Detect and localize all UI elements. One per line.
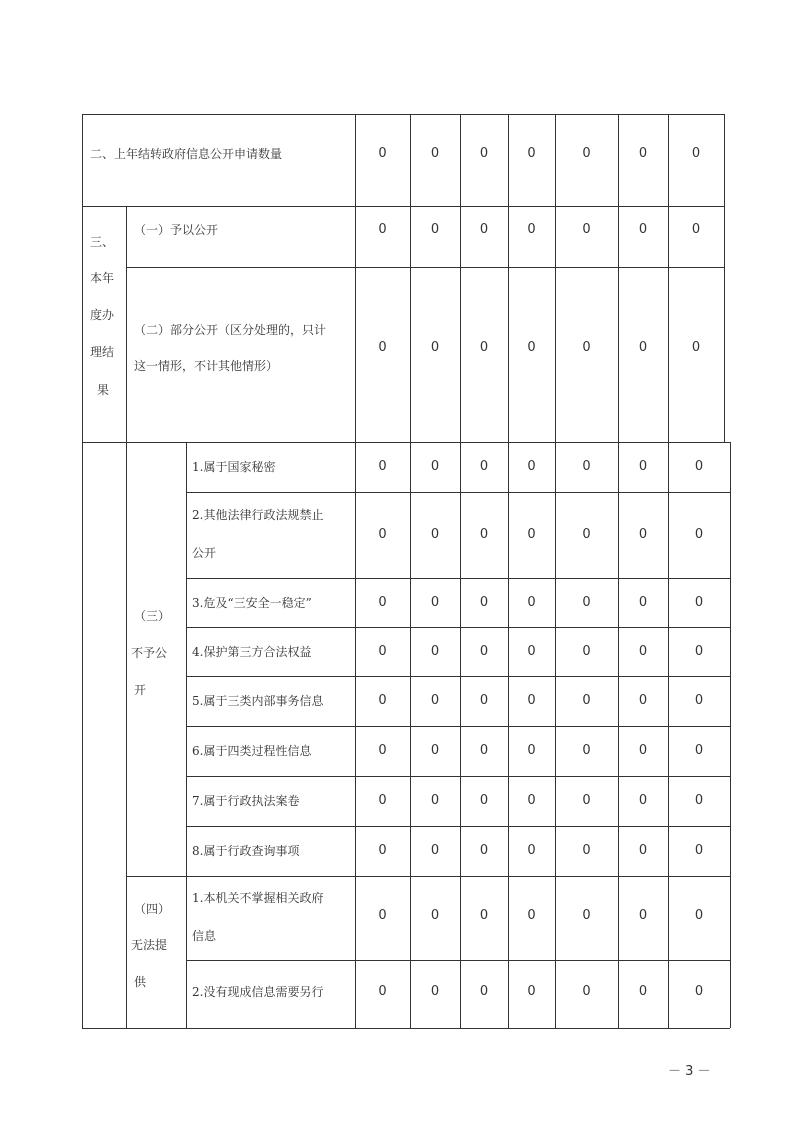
value-cell: 0 xyxy=(479,527,489,542)
value-cell: 0 xyxy=(479,594,489,610)
table-border xyxy=(126,267,724,268)
value-cell: 0 xyxy=(378,793,387,808)
value-cell: 0 xyxy=(527,146,536,161)
value-cell: 0 xyxy=(430,340,440,355)
value-cell: 0 xyxy=(694,527,704,542)
table-border xyxy=(410,442,411,1028)
table-border xyxy=(82,442,730,443)
item-label: 4.保护第三方合法权益 xyxy=(192,644,312,659)
value-cell: 0 xyxy=(638,594,648,610)
value-cell: 0 xyxy=(527,643,536,659)
value-cell: 0 xyxy=(694,984,704,999)
value-cell: 0 xyxy=(527,340,536,355)
value-cell: 0 xyxy=(430,793,440,808)
value-cell: 0 xyxy=(638,527,648,542)
section-label-line: 度办 xyxy=(90,308,115,322)
value-cell: 0 xyxy=(378,843,387,858)
value-cell: 0 xyxy=(694,843,704,858)
value-cell: 0 xyxy=(479,222,489,237)
value-cell: 0 xyxy=(479,340,489,355)
value-cell: 0 xyxy=(430,843,440,858)
value-cell: 0 xyxy=(430,743,440,758)
section-label-line: 果 xyxy=(97,383,110,397)
value-cell: 0 xyxy=(378,643,387,659)
value-cell: 0 xyxy=(479,793,489,808)
item-label: 3.危及“三安全一稳定” xyxy=(192,595,312,610)
value-cell: 0 xyxy=(430,594,440,610)
table-border xyxy=(186,776,730,777)
value-cell: 0 xyxy=(694,594,704,610)
value-cell: 0 xyxy=(378,908,387,923)
section-label-line: 本年 xyxy=(90,271,115,285)
value-cell: 0 xyxy=(378,693,387,708)
value-cell: 0 xyxy=(479,459,489,474)
table-border xyxy=(82,1028,730,1029)
table-border xyxy=(555,442,556,1028)
group-label-unable: 无法提 xyxy=(131,938,168,952)
value-cell: 0 xyxy=(638,693,648,708)
value-cell: 0 xyxy=(527,743,536,758)
group-label-not-open: 开 xyxy=(134,683,147,697)
table-border xyxy=(126,876,186,877)
value-cell: 0 xyxy=(694,643,704,659)
value-cell: 0 xyxy=(694,693,704,708)
item-label: 2.没有现成信息需要另行 xyxy=(192,985,324,999)
row-label-partial: （二）部分公开（区分处理的，只计 xyxy=(134,323,327,337)
table-border xyxy=(460,442,461,1028)
value-cell: 0 xyxy=(582,693,591,708)
value-cell: 0 xyxy=(582,527,591,542)
item-label: 公开 xyxy=(192,546,217,560)
table-border xyxy=(508,114,509,442)
value-cell: 0 xyxy=(527,793,536,808)
value-cell: 0 xyxy=(430,222,440,237)
value-cell: 0 xyxy=(430,459,440,474)
item-label: 2.其他法律行政法规禁止 xyxy=(192,508,324,522)
table-border xyxy=(460,114,461,442)
value-cell: 0 xyxy=(378,222,387,237)
value-cell: 0 xyxy=(430,527,440,542)
value-cell: 0 xyxy=(638,340,648,355)
group-label-not-open: （三） xyxy=(134,609,171,623)
table-border xyxy=(618,442,619,1028)
value-cell: 0 xyxy=(582,594,591,610)
table-border xyxy=(126,442,127,1028)
table-border xyxy=(186,960,730,961)
item-label: 5.属于三类内部事务信息 xyxy=(192,694,324,708)
value-cell: 0 xyxy=(378,594,387,610)
value-cell: 0 xyxy=(479,146,489,161)
table-border xyxy=(355,114,356,442)
value-cell: 0 xyxy=(430,693,440,708)
value-cell: 0 xyxy=(479,693,489,708)
table-border xyxy=(668,114,669,442)
value-cell: 0 xyxy=(527,693,536,708)
value-cell: 0 xyxy=(582,643,591,659)
group-label-not-open: 不予公 xyxy=(131,646,168,660)
item-label: 1.本机关不掌握相关政府 xyxy=(192,891,324,905)
value-cell: 0 xyxy=(378,527,387,542)
table-border xyxy=(82,114,724,115)
value-cell: 0 xyxy=(694,793,704,808)
table-border xyxy=(186,578,730,579)
value-cell: 0 xyxy=(430,643,440,659)
section-label-line: 理结 xyxy=(90,345,115,359)
value-cell: 0 xyxy=(479,643,489,659)
page-number: － 3 － xyxy=(668,1064,711,1079)
value-cell: 0 xyxy=(691,340,701,355)
item-label: 1.属于国家秘密 xyxy=(192,460,276,474)
value-cell: 0 xyxy=(638,222,648,237)
group-label-unable: （四） xyxy=(134,902,171,916)
value-cell: 0 xyxy=(527,594,536,610)
value-cell: 0 xyxy=(638,908,648,923)
value-cell: 0 xyxy=(479,843,489,858)
table-border xyxy=(186,676,730,677)
value-cell: 0 xyxy=(378,146,387,161)
value-cell: 0 xyxy=(430,146,440,161)
value-cell: 0 xyxy=(527,222,536,237)
value-cell: 0 xyxy=(527,843,536,858)
table-border xyxy=(82,114,83,1028)
row-label-partial: 这一情形，不计其他情形） xyxy=(134,359,279,373)
value-cell: 0 xyxy=(527,908,536,923)
value-cell: 0 xyxy=(479,908,489,923)
table-border xyxy=(410,114,411,442)
value-cell: 0 xyxy=(638,843,648,858)
section-label-line: 三、 xyxy=(90,235,115,249)
table-border xyxy=(186,442,187,1028)
value-cell: 0 xyxy=(691,146,701,161)
value-cell: 0 xyxy=(378,984,387,999)
value-cell: 0 xyxy=(638,743,648,758)
table-border xyxy=(186,627,730,628)
table-border xyxy=(730,442,731,1028)
value-cell: 0 xyxy=(638,146,648,161)
value-cell: 0 xyxy=(638,984,648,999)
table-border xyxy=(186,826,730,827)
item-label: 8.属于行政查询事项 xyxy=(192,844,300,858)
value-cell: 0 xyxy=(582,459,591,474)
value-cell: 0 xyxy=(582,793,591,808)
value-cell: 0 xyxy=(430,908,440,923)
group-label-unable: 供 xyxy=(134,975,147,989)
table-border xyxy=(82,206,724,207)
value-cell: 0 xyxy=(527,527,536,542)
value-cell: 0 xyxy=(582,984,591,999)
value-cell: 0 xyxy=(479,743,489,758)
value-cell: 0 xyxy=(582,843,591,858)
value-cell: 0 xyxy=(582,222,591,237)
table-border xyxy=(555,114,556,442)
value-cell: 0 xyxy=(694,743,704,758)
table-border xyxy=(618,114,619,442)
value-cell: 0 xyxy=(582,146,591,161)
value-cell: 0 xyxy=(638,459,648,474)
table-border xyxy=(724,114,725,442)
table-border xyxy=(126,206,127,442)
item-label: 6.属于四类过程性信息 xyxy=(192,744,312,758)
value-cell: 0 xyxy=(378,743,387,758)
value-cell: 0 xyxy=(479,984,489,999)
value-cell: 0 xyxy=(694,908,704,923)
table-border xyxy=(668,442,669,1028)
value-cell: 0 xyxy=(638,793,648,808)
table-border xyxy=(508,442,509,1028)
table-border xyxy=(186,726,730,727)
item-label: 7.属于行政执法案卷 xyxy=(192,794,300,808)
value-cell: 0 xyxy=(582,743,591,758)
item-label: 信息 xyxy=(192,929,217,943)
value-cell: 0 xyxy=(378,340,387,355)
value-cell: 0 xyxy=(378,459,387,474)
value-cell: 0 xyxy=(582,908,591,923)
value-cell: 0 xyxy=(527,984,536,999)
value-cell: 0 xyxy=(694,459,704,474)
row-label-open: （一）予以公开 xyxy=(134,223,219,237)
row-label-carryover: 二、上年结转政府信息公开申请数量 xyxy=(90,147,283,161)
table-border xyxy=(186,492,730,493)
value-cell: 0 xyxy=(691,222,701,237)
table-border xyxy=(186,876,730,877)
value-cell: 0 xyxy=(527,459,536,474)
value-cell: 0 xyxy=(430,984,440,999)
table-border xyxy=(355,442,356,1028)
value-cell: 0 xyxy=(638,643,648,659)
value-cell: 0 xyxy=(582,340,591,355)
